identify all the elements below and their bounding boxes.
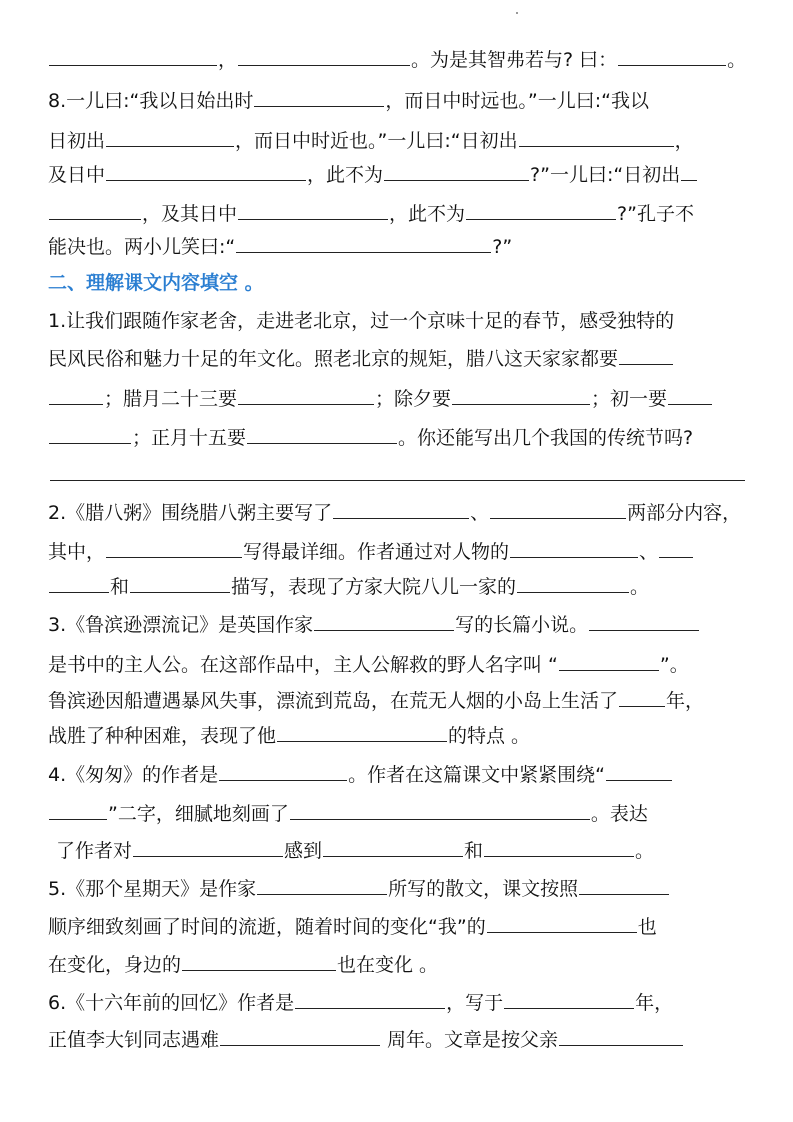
text: 5.《那个星期天》是作家 (48, 878, 257, 900)
blank[interactable] (49, 799, 107, 820)
text: ；腊月二十三要 (104, 388, 238, 410)
blank[interactable] (257, 874, 387, 895)
blank[interactable] (106, 126, 234, 147)
text: 是书中的主人公。在这部作品中，主人公解救的野人名字叫 “ (48, 654, 558, 676)
line-q1-c (48, 384, 748, 414)
text: 。作者在这篇课文中紧紧围绕“ (348, 764, 605, 786)
text: 鲁滨逊因船遭遇暴风失事，漂流到荒岛，在荒无人烟的小岛上生活了 (48, 690, 619, 712)
text: 。 (727, 49, 747, 71)
text: ，此不为 (307, 164, 384, 186)
blank[interactable] (384, 160, 529, 181)
blank[interactable] (290, 799, 590, 820)
line-2 (48, 86, 748, 116)
text: 和 (110, 576, 130, 598)
blank[interactable] (49, 572, 109, 593)
blank[interactable] (254, 86, 384, 107)
blank[interactable] (238, 45, 410, 66)
text: 3.《鲁滨逊漂流记》是英国作家 (48, 614, 314, 636)
blank[interactable] (668, 384, 712, 405)
line-q4-a (48, 760, 748, 790)
blank[interactable] (466, 199, 616, 220)
text: 的特点 。 (448, 725, 531, 747)
text: ”。 (659, 654, 689, 676)
blank[interactable] (452, 384, 590, 405)
text: 正值李大钊同志遇难 (48, 1029, 220, 1051)
blank[interactable] (238, 384, 374, 405)
line-q1-a (48, 306, 748, 336)
text: 6.《十六年前的回忆》作者是 (48, 992, 295, 1014)
line-q4-c (56, 836, 756, 866)
text: ， (674, 130, 694, 152)
blank[interactable] (238, 199, 388, 220)
line-4 (48, 160, 748, 190)
text: ”二字，细腻地刻画了 (108, 803, 289, 825)
blank[interactable] (236, 232, 491, 253)
blank[interactable] (579, 874, 669, 895)
scan-dot (516, 12, 518, 14)
blank[interactable] (219, 760, 347, 781)
blank[interactable] (49, 384, 103, 405)
blank[interactable] (589, 610, 699, 631)
line-q4-b (48, 799, 748, 829)
text: ，及其日中 (142, 203, 238, 225)
text: ；初一要 (591, 388, 668, 410)
text: ， (218, 49, 238, 71)
text: 和 (464, 840, 484, 862)
line-q5-a (48, 874, 748, 904)
text: 年， (666, 690, 705, 712)
blank[interactable] (484, 836, 634, 857)
line-q1-b (48, 344, 748, 374)
line-q2-a (48, 498, 748, 528)
text: ?” (492, 236, 513, 258)
blank[interactable] (133, 836, 283, 857)
line-1 (48, 45, 748, 75)
text: 描写，表现了方家大院八儿一家的 (231, 576, 517, 598)
blank[interactable] (130, 572, 230, 593)
blank[interactable] (510, 537, 638, 558)
line-q3-c (48, 686, 748, 716)
text: 两部分内容， (627, 502, 742, 524)
blank[interactable] (618, 45, 726, 66)
blank[interactable] (314, 610, 454, 631)
blank[interactable] (487, 912, 637, 933)
blank[interactable] (220, 1025, 380, 1046)
blank[interactable] (519, 126, 674, 147)
blank[interactable] (182, 950, 336, 971)
blank[interactable] (49, 423, 131, 444)
blank[interactable] (517, 572, 629, 593)
line-q3-d (48, 721, 748, 751)
text: 也 (637, 916, 657, 938)
text: 感到 (284, 840, 323, 862)
blank[interactable] (277, 721, 447, 742)
text: ，写于 (446, 992, 504, 1014)
text: 。为是其智弗若与? 曰： (411, 49, 618, 71)
blank[interactable] (606, 760, 672, 781)
text: 写的长篇小说。 (455, 614, 589, 636)
section-heading (48, 268, 748, 298)
text: ?”一儿曰:“日初出 (530, 164, 681, 186)
text: ；除夕要 (375, 388, 452, 410)
blank[interactable] (559, 1025, 683, 1046)
heading-text: 二、理解课文内容填空 。 (48, 272, 264, 294)
text: 4.《匆匆》的作者是 (48, 764, 219, 786)
text: ，而日中时近也。”一儿曰:“日初出 (235, 130, 518, 152)
line-q5-b (48, 912, 748, 942)
blank[interactable] (333, 498, 469, 519)
blank[interactable] (681, 160, 697, 181)
text: 1.让我们跟随作家老舍，走进老北京，过一个京味十足的春节，感受独特的 (48, 310, 675, 332)
text: 。你还能写出几个我国的传统节吗? (398, 427, 694, 449)
text: 年， (635, 992, 674, 1014)
text: 。 (630, 576, 650, 598)
line-6 (48, 232, 748, 262)
text: 、 (639, 541, 659, 563)
text: 能决也。两小儿笑曰:“ (48, 236, 236, 258)
blank[interactable] (247, 423, 397, 444)
text: ?”孔子不 (617, 203, 694, 225)
line-q5-c (48, 950, 748, 980)
blank[interactable] (323, 836, 463, 857)
text: 所写的散文，课文按照 (388, 878, 579, 900)
text: 了作者对 (56, 840, 133, 862)
line-5 (48, 199, 748, 229)
blank[interactable] (504, 988, 634, 1009)
blank[interactable] (659, 537, 693, 558)
blank[interactable] (619, 344, 673, 365)
text: 、 (470, 502, 490, 524)
text: ，此不为 (389, 203, 466, 225)
text: 2.《腊八粥》围绕腊八粥主要写了 (48, 502, 333, 524)
line-q2-c (48, 572, 748, 602)
text: 8.一儿曰:“我以日始出时 (48, 90, 254, 112)
text: 也在变化 。 (337, 954, 439, 976)
text: 战胜了种种困难，表现了他 (48, 725, 277, 747)
blank[interactable] (106, 160, 306, 181)
text: 顺序细致刻画了时间的流逝，随着时间的变化“我”的 (48, 916, 486, 938)
blank[interactable] (490, 498, 626, 519)
line-q3-a (48, 610, 748, 640)
line-q1-d (48, 423, 748, 453)
blank[interactable] (49, 199, 141, 220)
text: ；正月十五要 (132, 427, 247, 449)
text: 周年。文章是按父亲 (381, 1029, 559, 1051)
line-3 (48, 126, 748, 156)
text: 。表达 (590, 803, 648, 825)
line-q2-b (48, 537, 748, 567)
text: 写得最详细。作者通过对人物的 (243, 541, 510, 563)
blank[interactable] (559, 650, 659, 671)
text: 民风民俗和魅力十足的年文化。照老北京的规矩，腊八这天家家都要 (48, 348, 619, 370)
answer-line[interactable] (50, 480, 745, 481)
text: 及日中 (48, 164, 106, 186)
blank[interactable] (49, 45, 217, 66)
blank[interactable] (619, 686, 665, 707)
text: 。 (635, 840, 655, 862)
blank[interactable] (106, 537, 242, 558)
line-q6-b (48, 1025, 748, 1055)
line-q3-b (48, 650, 748, 680)
line-q6-a (48, 988, 748, 1018)
text: 日初出 (48, 130, 106, 152)
text: 在变化，身边的 (48, 954, 182, 976)
blank[interactable] (295, 988, 445, 1009)
text: 其中， (48, 541, 106, 563)
text: ，而日中时远也。”一儿曰:“我以 (385, 90, 649, 112)
